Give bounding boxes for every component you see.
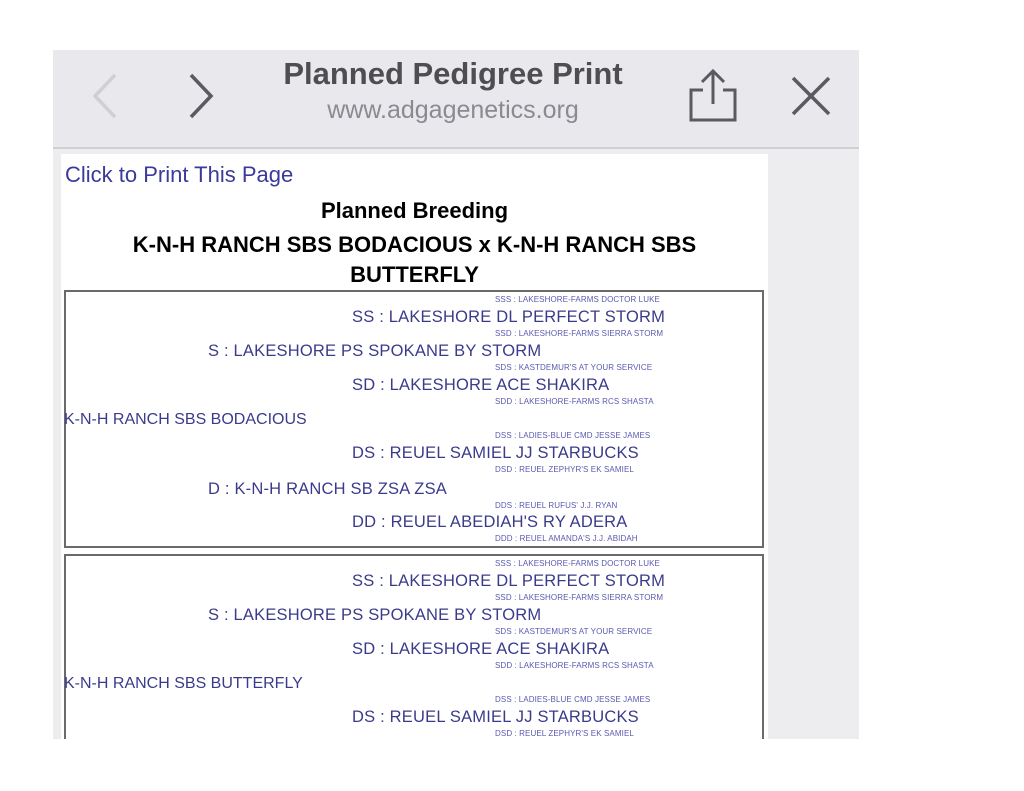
dd-line: DD : REUEL ABEDIAH'S RY ADERA xyxy=(352,513,628,531)
title-block xyxy=(243,54,663,126)
ss-line: SS : LAKESHORE DL PERFECT STORM xyxy=(352,572,666,590)
sds-line: SDS : KASTDEMUR'S AT YOUR SERVICE xyxy=(495,627,653,636)
sdd-line: SDD : LAKESHORE-FARMS RCS SHASTA xyxy=(495,397,654,406)
share-icon xyxy=(687,68,739,124)
planned-breeding-heading: Planned Breeding xyxy=(320,198,509,223)
ddd-line: DDD : REUEL AMANDA'S J.J. ABIDAH xyxy=(495,534,638,543)
breeding-title xyxy=(61,230,768,290)
pedigree-sire xyxy=(64,290,764,548)
close-icon xyxy=(789,74,833,118)
sdd-line: SDD : LAKESHORE-FARMS RCS SHASTA xyxy=(495,661,654,670)
ds-line: DS : REUEL SAMIEL JJ STARBUCKS xyxy=(352,444,639,462)
sss-line: SSS : LAKESHORE-FARMS DOCTOR LUKE xyxy=(495,295,660,304)
chevron-left-icon xyxy=(85,71,125,121)
pedigree-dam xyxy=(64,554,764,739)
d-line: D : K-N-H RANCH SB ZSA ZSA xyxy=(208,480,447,498)
browser-toolbar xyxy=(53,50,859,149)
sd-line: SD : LAKESHORE ACE SHAKIRA xyxy=(352,376,610,394)
sd-line: SD : LAKESHORE ACE SHAKIRA xyxy=(352,640,610,658)
s-line: S : LAKESHORE PS SPOKANE BY STORM xyxy=(208,342,542,360)
dss-line: DSS : LADIES-BLUE CMD JESSE JAMES xyxy=(495,431,651,440)
animal-name: K-N-H RANCH SBS BUTTERFLY xyxy=(64,675,303,692)
sds-line: SDS : KASTDEMUR'S AT YOUR SERVICE xyxy=(495,363,653,372)
dds-line: DDS : REUEL RUFUS' J.J. RYAN xyxy=(495,501,618,510)
ssd-line: SSD : LAKESHORE-FARMS SIERRA STORM xyxy=(495,593,664,602)
page-url: www.adgagenetics.org xyxy=(327,96,579,124)
dsd-line: DSD : REUEL ZEPHYR'S EK SAMIEL xyxy=(495,729,634,738)
page-title: Planned Pedigree Print xyxy=(283,56,623,91)
breeding-title-line2: BUTTERFLY xyxy=(350,262,479,287)
share-button[interactable] xyxy=(683,66,743,126)
close-button[interactable] xyxy=(781,66,841,126)
chevron-right-icon xyxy=(181,71,221,121)
ssd-line: SSD : LAKESHORE-FARMS SIERRA STORM xyxy=(495,329,664,338)
sss-line: SSS : LAKESHORE-FARMS DOCTOR LUKE xyxy=(495,559,660,568)
ss-line: SS : LAKESHORE DL PERFECT STORM xyxy=(352,308,666,326)
animal-name: K-N-H RANCH SBS BODACIOUS xyxy=(64,411,307,428)
web-page-content xyxy=(61,154,768,739)
breeding-title-line1: K-N-H RANCH SBS BODACIOUS x K-N-H RANCH SBS xyxy=(132,232,697,257)
forward-button[interactable] xyxy=(171,66,231,126)
dss-line: DSS : LADIES-BLUE CMD JESSE JAMES xyxy=(495,695,651,704)
ds-line: DS : REUEL SAMIEL JJ STARBUCKS xyxy=(352,708,639,726)
s-line: S : LAKESHORE PS SPOKANE BY STORM xyxy=(208,606,542,624)
browser-window xyxy=(53,50,859,739)
print-page-link[interactable]: Click to Print This Page xyxy=(65,162,294,187)
back-button[interactable] xyxy=(75,66,135,126)
dsd-line: DSD : REUEL ZEPHYR'S EK SAMIEL xyxy=(495,465,634,474)
